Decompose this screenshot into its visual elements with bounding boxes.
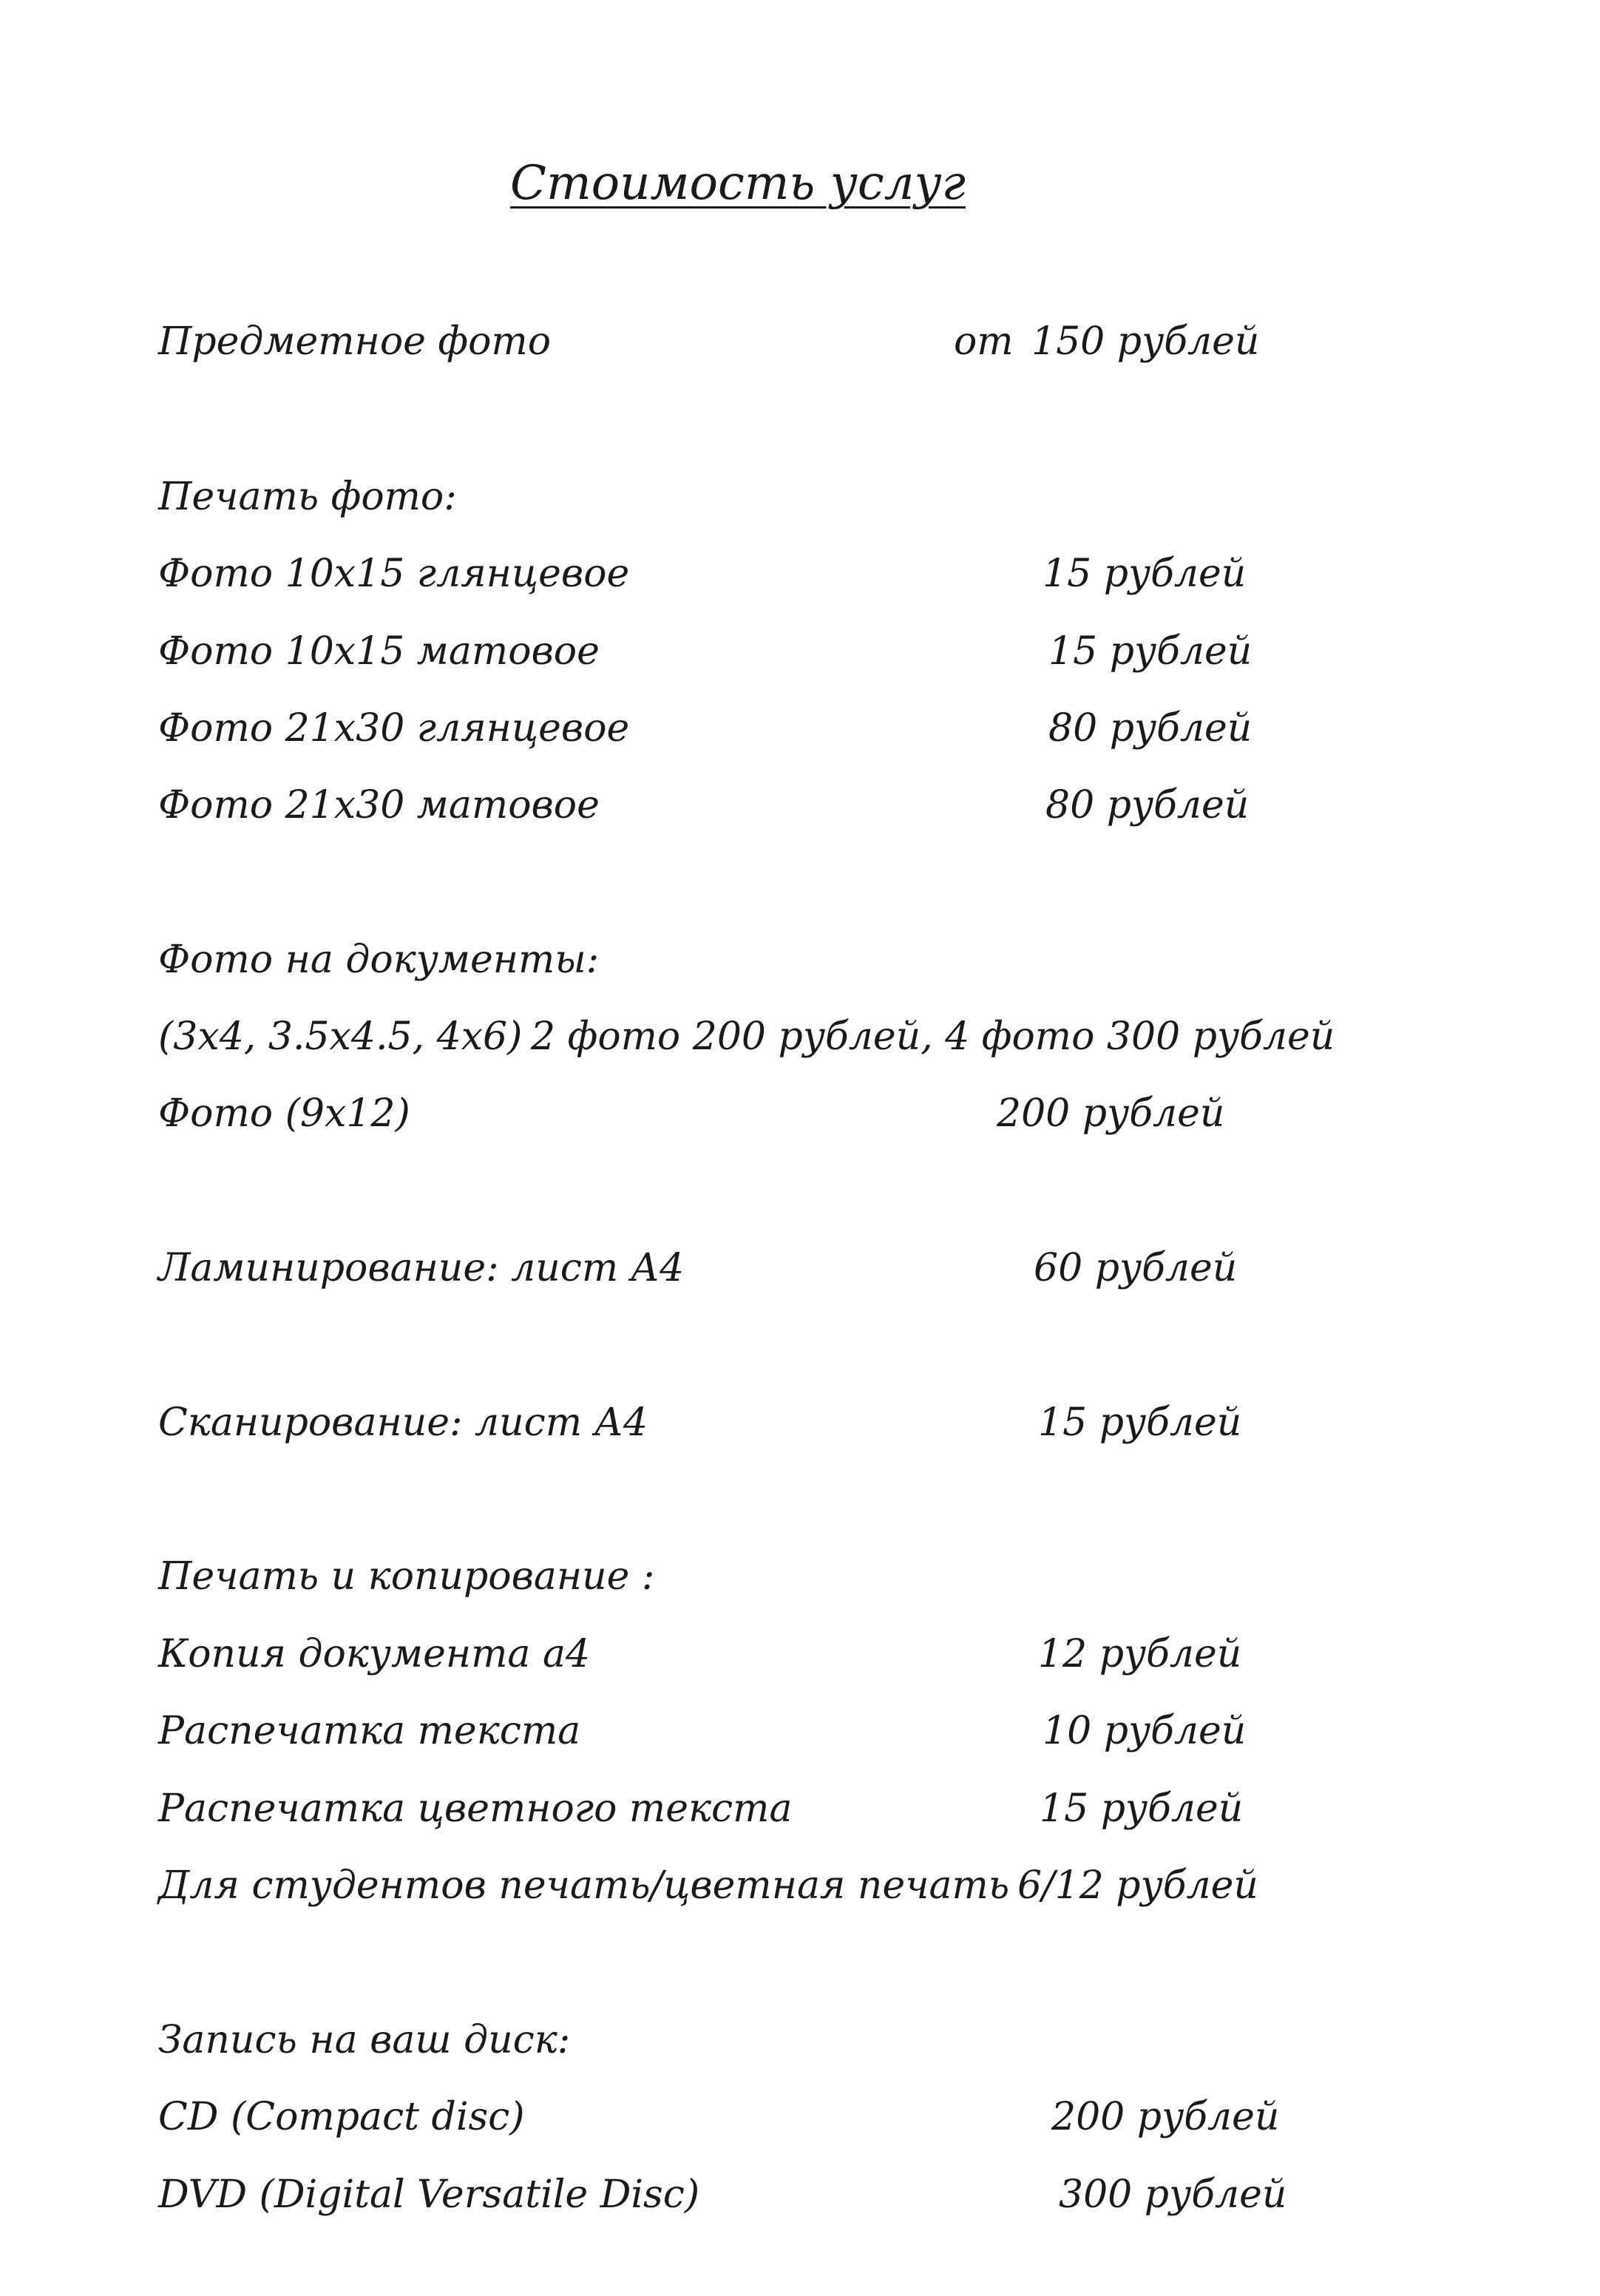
disc-burning-item-label: DVD (Digital Versatile Disc) (158, 2173, 700, 2217)
document-photo-large-price: 200 рублей (997, 1091, 1225, 1136)
photo-print-item-label: Фото 10х15 глянцевое (158, 552, 630, 596)
print-copy-item-price: 15 рублей (1040, 1787, 1244, 1831)
photo-print-item-price: 15 рублей (1043, 552, 1247, 596)
document-photo-heading: Фото на документы: (158, 938, 600, 982)
disc-burning-item-price: 300 рублей (1059, 2173, 1287, 2217)
subject-photo-price-prefix: от (954, 319, 1014, 364)
print-copy-item-label: Распечатка цветного текста (158, 1787, 793, 1831)
print-copy-item-price: 6/12 рублей (1017, 1863, 1258, 1908)
page-title: Стоимость услуг (510, 156, 966, 211)
disc-burning-heading: Запись на ваш диск: (158, 2018, 571, 2062)
disc-burning-item-price: 200 рублей (1051, 2095, 1280, 2139)
print-copy-heading: Печать и копирование : (158, 1554, 655, 1599)
print-copy-item-label: Для студентов печать/цветная печать (158, 1863, 1010, 1908)
print-copy-item-price: 10 рублей (1043, 1709, 1247, 1753)
document-photo-large-label: Фото (9х12) (158, 1091, 410, 1136)
photo-print-item-label: Фото 10х15 матовое (158, 629, 600, 674)
disc-burning-item-label: CD (Compact disc) (158, 2095, 525, 2139)
scanning-price: 15 рублей (1038, 1401, 1242, 1445)
document-photo-sizes-price: 2 фото 200 рублей, 4 фото 300 рублей (531, 1015, 1335, 1059)
photo-print-item-label: Фото 21х30 глянцевое (158, 706, 630, 751)
print-copy-item-label: Распечатка текста (158, 1709, 581, 1753)
subject-photo-label: Предметное фото (158, 319, 552, 364)
print-copy-item-price: 12 рублей (1038, 1632, 1242, 1676)
lamination-price: 60 рублей (1034, 1246, 1238, 1290)
photo-print-item-price: 80 рублей (1048, 706, 1252, 751)
lamination-label: Ламинирование: лист А4 (158, 1246, 685, 1290)
photo-print-item-label: Фото 21х30 матовое (158, 783, 600, 827)
photo-print-heading: Печать фото: (158, 475, 457, 519)
document-photo-sizes-label: (3х4, 3.5х4.5, 4х6) (158, 1015, 523, 1059)
photo-print-item-price: 80 рублей (1045, 783, 1250, 827)
scanning-label: Сканирование: лист А4 (158, 1401, 648, 1445)
photo-print-item-price: 15 рублей (1048, 629, 1252, 674)
print-copy-item-label: Копия документа а4 (158, 1632, 591, 1676)
subject-photo-price: 150 рублей (1031, 319, 1260, 364)
